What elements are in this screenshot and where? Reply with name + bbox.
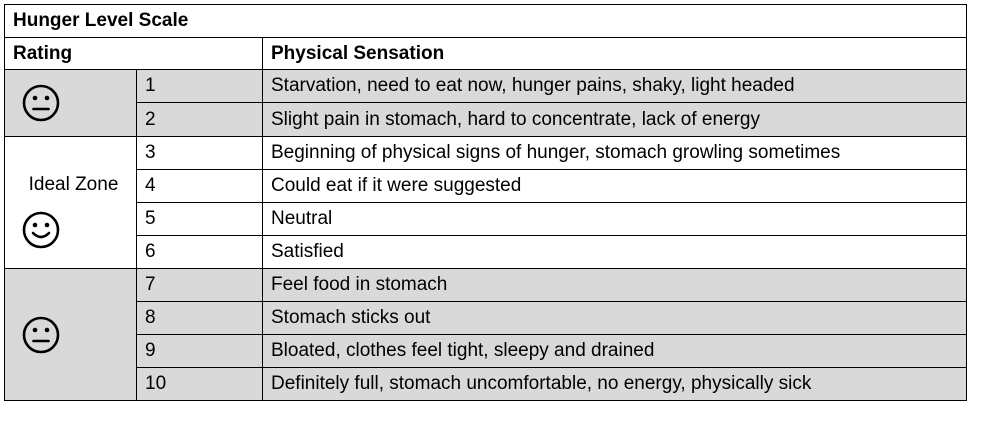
table-row [5, 137, 967, 170]
table-row [5, 302, 967, 335]
level-sensation: Slight pain in stomach, hard to concentrate, lack of energy [263, 103, 967, 137]
table-row [5, 335, 967, 368]
table-row [5, 170, 967, 203]
level-sensation: Could eat if it were suggested [263, 170, 967, 203]
table-title: Hunger Level Scale [5, 5, 967, 38]
hungry-zone-cell [5, 70, 137, 137]
level-number: 7 [137, 269, 263, 302]
level-sensation: Satisfied [263, 236, 967, 269]
level-number: 8 [137, 302, 263, 335]
table-header-row [5, 38, 967, 70]
level-sensation: Stomach sticks out [263, 302, 967, 335]
table-row [5, 236, 967, 269]
level-number: 9 [137, 335, 263, 368]
table-row [5, 368, 967, 401]
table-row [5, 269, 967, 302]
table-row [5, 203, 967, 236]
sensation-header: Physical Sensation [263, 38, 967, 70]
ideal-zone-cell [5, 137, 137, 269]
table-row [5, 103, 967, 137]
level-number: 5 [137, 203, 263, 236]
rating-header: Rating [5, 38, 263, 70]
level-number: 10 [137, 368, 263, 401]
level-sensation: Starvation, need to eat now, hunger pains, shaky, light headed [263, 70, 967, 103]
level-sensation: Definitely full, stomach uncomfortable, no energy, physically sick [263, 368, 967, 401]
level-number: 2 [137, 103, 263, 137]
level-number: 3 [137, 137, 263, 170]
table-row [5, 70, 967, 103]
level-sensation: Bloated, clothes feel tight, sleepy and drained [263, 335, 967, 368]
neutral-face-icon [21, 83, 61, 123]
smiley-face-icon [21, 210, 61, 250]
level-number: 6 [137, 236, 263, 269]
hunger-level-table [4, 4, 967, 401]
ideal-zone-label: Ideal Zone [28, 173, 119, 195]
level-number: 4 [137, 170, 263, 203]
level-number: 1 [137, 70, 263, 103]
neutral-face-icon [21, 315, 61, 355]
level-sensation: Neutral [263, 203, 967, 236]
level-sensation: Feel food in stomach [263, 269, 967, 302]
full-zone-cell [5, 269, 137, 401]
table-title-row [5, 5, 967, 38]
level-sensation: Beginning of physical signs of hunger, stomach growling sometimes [263, 137, 967, 170]
